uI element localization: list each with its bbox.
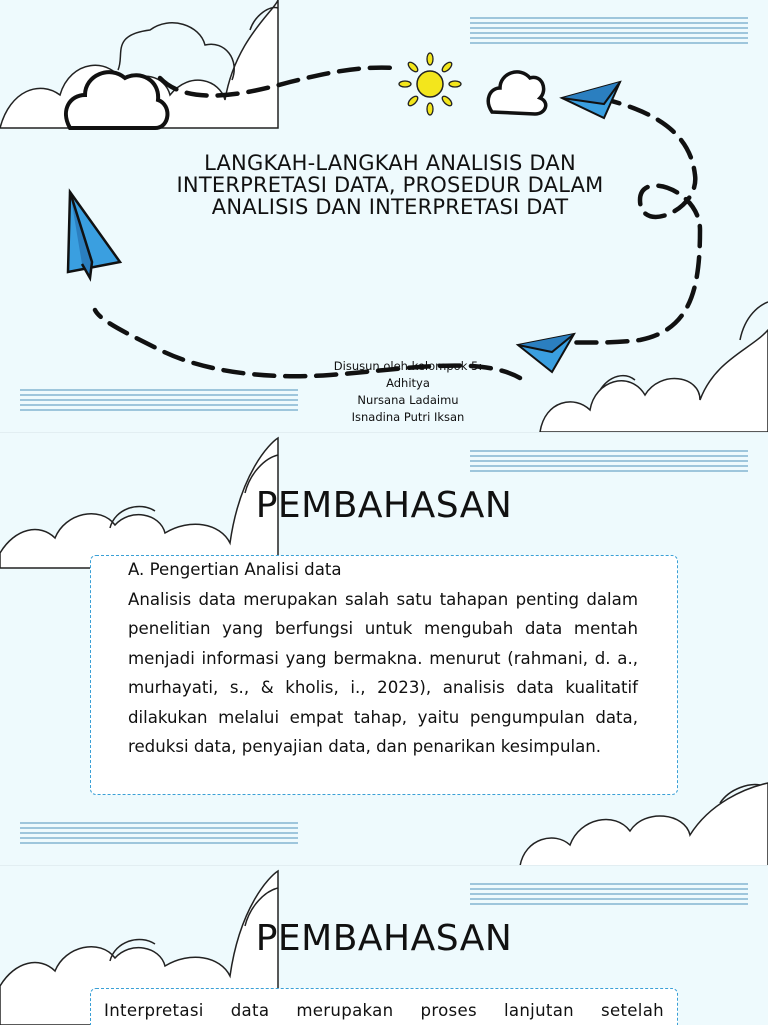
author-line: Isnadina Putri Iksan [351, 410, 465, 424]
stripes-decoration [470, 18, 748, 43]
stripes-decoration [20, 390, 298, 410]
title-slide [0, 0, 768, 432]
author-list [300, 358, 516, 426]
cloud-icon [540, 302, 768, 432]
presentation-title: LANGKAH-LANGKAH ANALISIS DAN INTERPRETASI DATA, PROSEDUR DALAM ANALISIS DAN INTERPRETASI DAT [176, 151, 604, 219]
section-heading: PEMBAHASAN [255, 485, 513, 526]
content-text [104, 996, 664, 1025]
stripes-decoration [470, 451, 748, 471]
cloud-icon [520, 783, 768, 866]
stripes-decoration [20, 823, 298, 843]
section-heading: PEMBAHASAN [255, 918, 513, 959]
paper-plane-icon [562, 82, 620, 118]
subsection-heading: A. Pengertian Analisi data [128, 560, 342, 579]
author-line: Nursana Ladaimu [357, 393, 459, 407]
paper-plane-icon [518, 334, 574, 372]
paper-plane-icon [68, 192, 120, 278]
author-line: Disusun oleh kelompok 5: [333, 359, 483, 373]
content-slide [0, 432, 768, 866]
author-line: Adhitya [386, 376, 430, 390]
content-text [128, 555, 638, 762]
sun-icon [399, 53, 461, 115]
body-paragraph: Analisis data merupakan salah satu tahapan penting dalam penelitian yang berfungsi untuk mengubah data mentah menjadi informasi yang bermakna. menurut (rahmani, d. a., murhayati, s., & kholis, i., 2023), analisis data kualitatif dilakukan melalui empat tahap, yaitu pengumpulan data, reduksi data, penyajian data, dan penarikan kesimpulan. [128, 589, 638, 756]
content-slide [0, 865, 768, 1025]
body-paragraph: Interpretasi data merupakan proses lanjutan setelah [104, 1001, 664, 1020]
cloud-icon [488, 72, 545, 114]
stripes-decoration [470, 884, 748, 904]
